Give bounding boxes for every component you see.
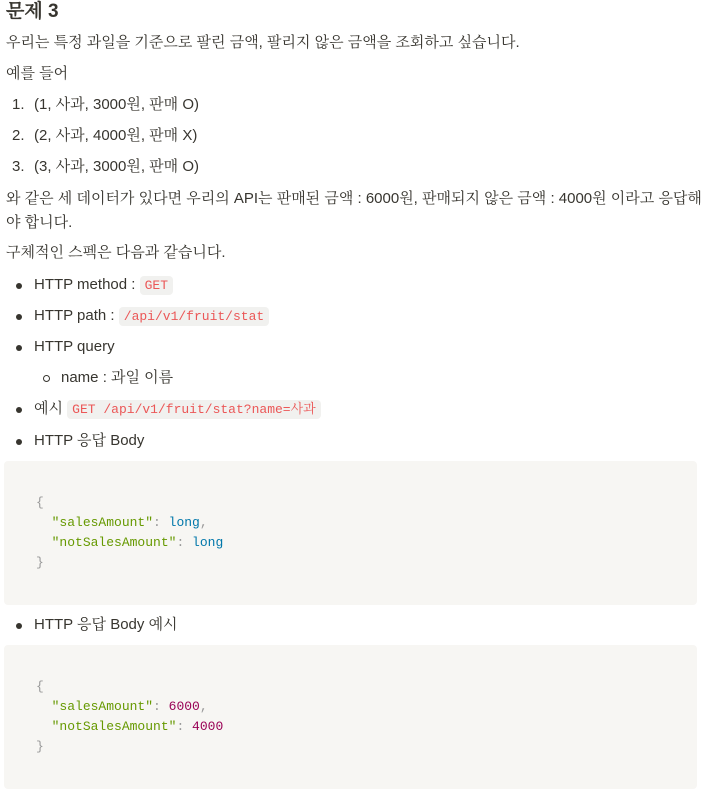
list-item (0, 94, 718, 118)
code-line: "notSalesAmount": long (51, 535, 224, 550)
code-brace-open: { (36, 679, 44, 694)
list-number: 2. (12, 127, 25, 144)
query-param-text: name : 과일 이름 (61, 369, 174, 386)
code-block-schema (4, 461, 697, 605)
bullet-text (34, 274, 173, 297)
code-brace-close: } (36, 739, 44, 754)
json-number: 4000 (192, 719, 224, 734)
page-title: 문제 3 (6, 1, 59, 22)
code-line: "salesAmount": 6000, (51, 699, 208, 714)
bullet-item-example (0, 398, 718, 422)
inline-code-path: /api/v1/fruit/stat (119, 307, 269, 326)
bullet-dot (16, 407, 22, 413)
json-key: "notSalesAmount" (51, 535, 177, 550)
bullet-dot (16, 623, 22, 629)
query-label: HTTP query (34, 338, 115, 355)
code-block-example (4, 645, 697, 789)
hollow-bullet (43, 375, 50, 382)
bullet-item-body-example (0, 614, 718, 638)
inline-code-example: GET /api/v1/fruit/stat?name=사과 (67, 400, 321, 419)
code-brace-open: { (36, 495, 44, 510)
conclusion-paragraph: 와 같은 세 데이터가 있다면 우리의 API는 판매된 금액 : 6000원, 판매되지 않은 금액 : 4000원 이라고 응답해야 합니다. (6, 190, 702, 231)
json-key: "notSalesAmount" (51, 719, 177, 734)
intro-paragraph: 우리는 특정 과일을 기준으로 팔린 금액, 팔리지 않은 금액을 조회하고 싶습니다. (6, 34, 520, 51)
sub-bullet-item-name (0, 367, 718, 391)
bullet-item-path (0, 305, 718, 329)
spec-label: 구체적인 스펙은 다음과 같습니다. (6, 244, 226, 261)
list-number: 1. (12, 96, 25, 113)
list-item-text: (2, 사과, 4000원, 판매 X) (34, 127, 198, 144)
bullet-text (34, 398, 321, 421)
list-number: 3. (12, 158, 25, 175)
json-key: "salesAmount" (51, 515, 154, 530)
list-item-text: (3, 사과, 3000원, 판매 O) (34, 158, 199, 175)
json-number: 6000 (168, 699, 200, 714)
path-label: HTTP path : (34, 307, 119, 324)
bullet-dot (16, 314, 22, 320)
json-type: long (192, 535, 224, 550)
json-key: "salesAmount" (51, 699, 154, 714)
bullet-item-query (0, 336, 718, 360)
body-label: HTTP 응답 Body (34, 432, 145, 449)
json-type: long (168, 515, 200, 530)
method-label: HTTP method : (34, 276, 140, 293)
bullet-item-body (0, 430, 718, 454)
code-line: "salesAmount": long, (51, 515, 208, 530)
list-item (0, 125, 718, 149)
code-line: "notSalesAmount": 4000 (51, 719, 224, 734)
inline-code-method: GET (140, 276, 173, 295)
bullet-text (34, 305, 269, 328)
example-label: 예시 (34, 400, 68, 417)
example-label: 예를 들어 (6, 65, 69, 82)
list-item-text: (1, 사과, 3000원, 판매 O) (34, 96, 199, 113)
bullet-dot (16, 283, 22, 289)
list-item (0, 156, 718, 180)
body-example-label: HTTP 응답 Body 예시 (34, 616, 178, 633)
bullet-item-method (0, 274, 718, 298)
bullet-dot (16, 439, 22, 445)
code-brace-close: } (36, 555, 44, 570)
bullet-dot (16, 345, 22, 351)
